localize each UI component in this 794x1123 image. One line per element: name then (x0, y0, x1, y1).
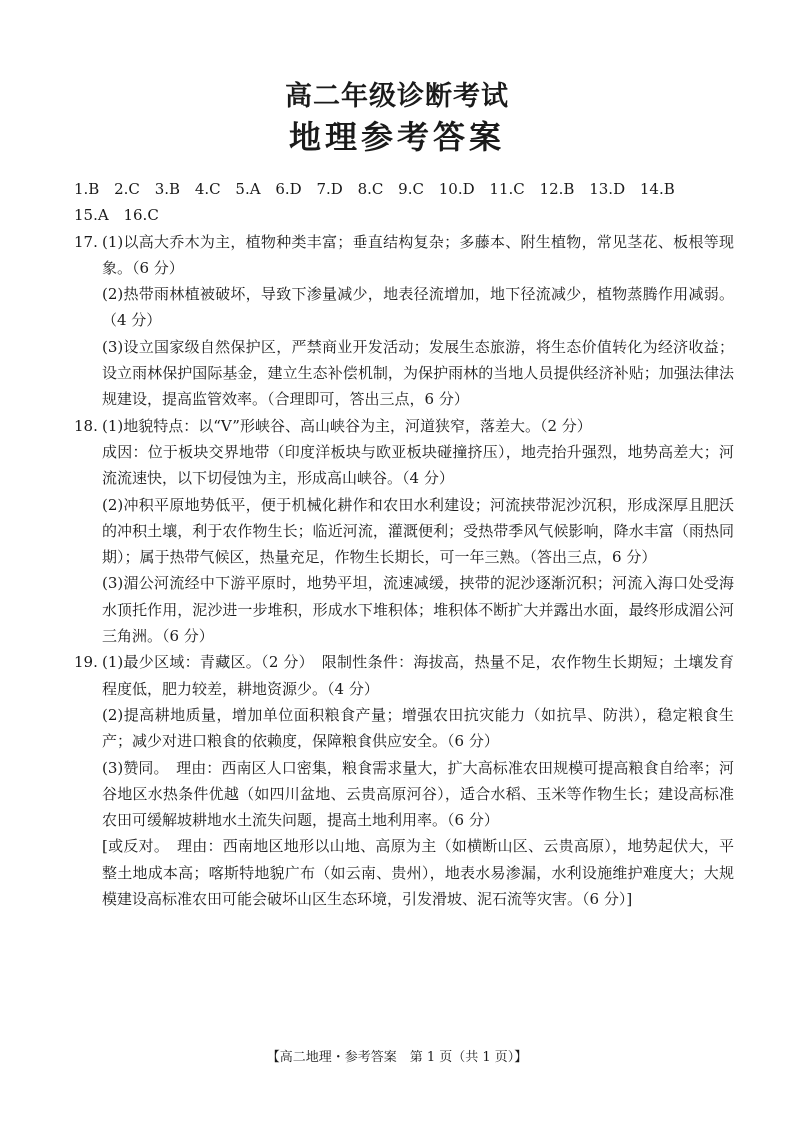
question-18 (74, 413, 734, 650)
choice-answer: 6.D (275, 180, 302, 198)
page-footer: 【高二地理・参考答案 第 1 页（共 1 页）】 (266, 1050, 528, 1065)
answer-key-title: 地理参考答案 (288, 118, 505, 156)
answer-paragraph: [或反对。 理由：西南地区地形以山地、高原为主（如横断山区、云贵高原），地势起伏大，平整土地成本高；喀斯特地貌广布（如云南、贵州），地表水易渗漏，水利设施维护难度大；大规模建设高标准农田可能会破坏山区生态环境，引发滑坡、泥石流等灾害。（6 分）] (102, 837, 734, 909)
question-19 (74, 649, 734, 912)
choice-answer: 4.C (194, 180, 221, 198)
question-number: 19. (74, 653, 98, 672)
answer-paragraph: (1)以高大乔木为主，植物种类丰富；垂直结构复杂；多藤本、附生植物，常见茎花、板根等现象。（6 分） (102, 232, 734, 277)
answer-paragraph: (2)提高耕地质量，增加单位面积粮食产量；增强农田抗灾能力（如抗旱、防洪），稳定粮食生产；减少对进口粮食的依赖度，保障粮食供应安全。（6 分） (102, 705, 734, 751)
choice-answers-line2 (74, 202, 734, 228)
choice-answer: 10.D (438, 180, 475, 198)
choice-answer: 2.C (114, 180, 140, 198)
choice-answer: 8.C (357, 180, 384, 198)
choice-answer: 7.D (316, 180, 343, 198)
choice-answers-line1 (74, 176, 734, 202)
choice-answer: 1.B (74, 180, 100, 198)
choice-answer: 13.D (589, 180, 626, 198)
choice-answer: 14.B (639, 180, 675, 198)
choice-answer: 5.A (235, 180, 261, 198)
answer-paragraph: (3)设立国家级自然保护区，严禁商业开发活动；发展生态旅游，将生态价值转化为经济收益；设立雨林保护国际基金，建立生态补偿机制，为保护雨林的当地人员提供经济补贴；加强法律法规建设，提高监管效率。（合理即可，答出三点，6 分） (102, 337, 734, 409)
answer-paragraph: (1)地貌特点：以“V”形峡谷、高山峡谷为主，河道狭窄，落差大。（2 分） (102, 416, 592, 435)
question-number: 17. (74, 232, 98, 251)
answer-paragraph: (3)湄公河流经中下游平原时，地势平坦，流速减缓，挟带的泥沙逐渐沉积；河流入海口处受海水顶托作用，泥沙进一步堆积，形成水下堆积体；堆积体不断扩大并露出水面，最终形成湄公河三角洲。（6 分） (102, 574, 734, 646)
choice-answer: 11.C (489, 180, 525, 198)
answer-paragraph: (2)冲积平原地势低平，便于机械化耕作和农田水利建设；河流挟带泥沙沉积，形成深厚且肥沃的冲积土壤，利于农作物生长；临近河流，灌溉便利；受热带季风气候影响，降水丰富（雨热同期）；属于热带气候区，热量充足，作物生长期长，可一年三熟。（答出三点，6 分） (102, 495, 734, 567)
choice-answer: 9.C (398, 180, 424, 198)
answer-paragraph: 成因：位于板块交界地带（印度洋板块与欧亚板块碰撞挤压），地壳抬升强烈，地势高差大；河流流速快，以下切侵蚀为主，形成高山峡谷。（4 分） (102, 442, 734, 488)
exam-title: 高二年级诊断考试 (285, 81, 509, 112)
choice-answer: 15.A (74, 206, 109, 225)
choice-answer: 3.B (154, 180, 181, 198)
question-number: 18. (74, 416, 98, 435)
choice-answer: 16.C (123, 206, 159, 225)
choice-answer: 12.B (539, 180, 575, 198)
answer-paragraph: (2)热带雨林植被破坏，导致下渗量减少，地表径流增加，地下径流减少，植物蒸腾作用减弱。（4 分） (102, 285, 734, 330)
question-17 (74, 229, 734, 413)
answer-body (74, 176, 734, 912)
answer-paragraph: (3)赞同。 理由：西南区人口密集，粮食需求量大，扩大高标准农田规模可提高粮食自给率；河谷地区水热条件优越（如四川盆地、云贵高原河谷），适合水稻、玉米等作物生长；建设高标准农田可缓解坡耕地水土流失问题，提高土地利用率。（6 分） (102, 758, 734, 830)
answer-paragraph: (1)最少区域：青藏区。（2 分） 限制性条件：海拔高，热量不足，农作物生长期短；土壤发育程度低，肥力较差，耕地资源少。（4 分） (102, 653, 734, 698)
